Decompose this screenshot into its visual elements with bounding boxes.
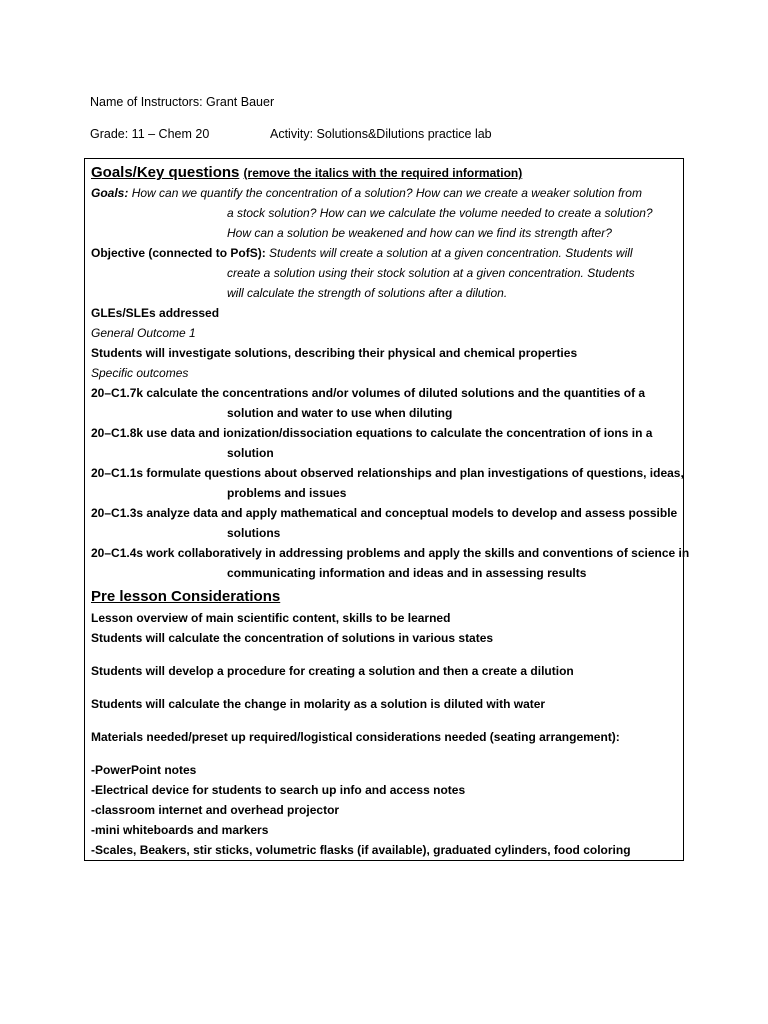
general-outcome-text: Students will investigate solutions, describing their physical and chemical properties bbox=[91, 346, 578, 360]
outcome-1-line-2: solution and water to use when diluting bbox=[227, 406, 453, 420]
objective-line-2: create a solution using their stock solution at a given concentration. Students bbox=[227, 266, 635, 280]
activity-text: Activity: Solutions&Dilutions practice lab bbox=[270, 127, 492, 141]
goals-line-1 bbox=[91, 183, 677, 203]
goals-heading-title: Goals/Key questions bbox=[91, 164, 240, 181]
lesson-plan-content bbox=[91, 163, 690, 860]
materials-label: Materials needed/preset up required/logistical considerations needed (seating arrangement): bbox=[91, 730, 620, 744]
outcome-2-line-1: 20–C1.8k use data and ionization/dissociation equations to calculate the concentration of ions in a bbox=[91, 426, 653, 440]
materials-item-4: -mini whiteboards and markers bbox=[91, 823, 269, 837]
outcome-3-line-1: 20–C1.1s formulate questions about observed relationships and plan investigations of questions, ideas, bbox=[91, 466, 684, 480]
goals-heading-note: (remove the italics with the required information) bbox=[243, 166, 523, 180]
materials-item-2: -Electrical device for students to search up info and access notes bbox=[91, 783, 466, 797]
objective-line-3: will calculate the strength of solutions after a dilution. bbox=[227, 286, 508, 300]
grade-text: Grade: 11 – Chem 20 bbox=[90, 127, 210, 141]
overview-item-3: Students will calculate the change in molarity as a solution is diluted with water bbox=[91, 697, 546, 711]
outcome-1-line-1: 20–C1.7k calculate the concentrations and/or volumes of diluted solutions and the quantities of a bbox=[91, 386, 646, 400]
overview-item-1: Students will calculate the concentration of solutions in various states bbox=[91, 631, 494, 645]
general-outcome-label: General Outcome 1 bbox=[91, 326, 196, 340]
objective-line-1 bbox=[91, 243, 677, 263]
grade-activity-row bbox=[90, 127, 690, 141]
objective-text-1: Students will create a solution at a given concentration. Students will bbox=[269, 246, 633, 260]
goals-line-2: a stock solution? How can we calculate the volume needed to create a solution? bbox=[227, 206, 653, 220]
goals-heading bbox=[91, 163, 677, 183]
materials-item-3: -classroom internet and overhead projector bbox=[91, 803, 340, 817]
overview-label: Lesson overview of main scientific content, skills to be learned bbox=[91, 611, 451, 625]
objective-label: Objective (connected to PofS): bbox=[91, 246, 266, 260]
goals-line-3: How can a solution be weakened and how can we find its strength after? bbox=[227, 226, 612, 240]
materials-item-5: -Scales, Beakers, stir sticks, volumetric flasks (if available), graduated cylinders, food coloring bbox=[91, 843, 631, 857]
outcome-4-line-2: solutions bbox=[227, 526, 281, 540]
gles-label: GLEs/SLEs addressed bbox=[91, 306, 220, 320]
outcome-5-line-2: communicating information and ideas and in assessing results bbox=[227, 566, 587, 580]
overview-item-2: Students will develop a procedure for creating a solution and then a create a dilution bbox=[91, 664, 574, 678]
instructors-line: Name of Instructors: Grant Bauer bbox=[90, 95, 275, 109]
outcome-5-line-1: 20–C1.4s work collaboratively in addressing problems and apply the skills and conventions of science in bbox=[91, 546, 690, 560]
pre-lesson-heading bbox=[91, 586, 677, 608]
outcome-2-line-2: solution bbox=[227, 446, 274, 460]
pre-lesson-heading-title: Pre lesson Considerations bbox=[91, 588, 281, 605]
materials-item-1: -PowerPoint notes bbox=[91, 763, 197, 777]
goals-label: Goals: bbox=[91, 186, 129, 200]
outcome-3-line-2: problems and issues bbox=[227, 486, 347, 500]
specific-outcomes-label: Specific outcomes bbox=[91, 366, 189, 380]
outcome-4-line-1: 20–C1.3s analyze data and apply mathematical and conceptual models to develop and assess possible bbox=[91, 506, 678, 520]
lesson-plan-box bbox=[84, 158, 690, 861]
goals-text-1: How can we quantify the concentration of a solution? How can we create a weaker solution from bbox=[131, 186, 642, 200]
